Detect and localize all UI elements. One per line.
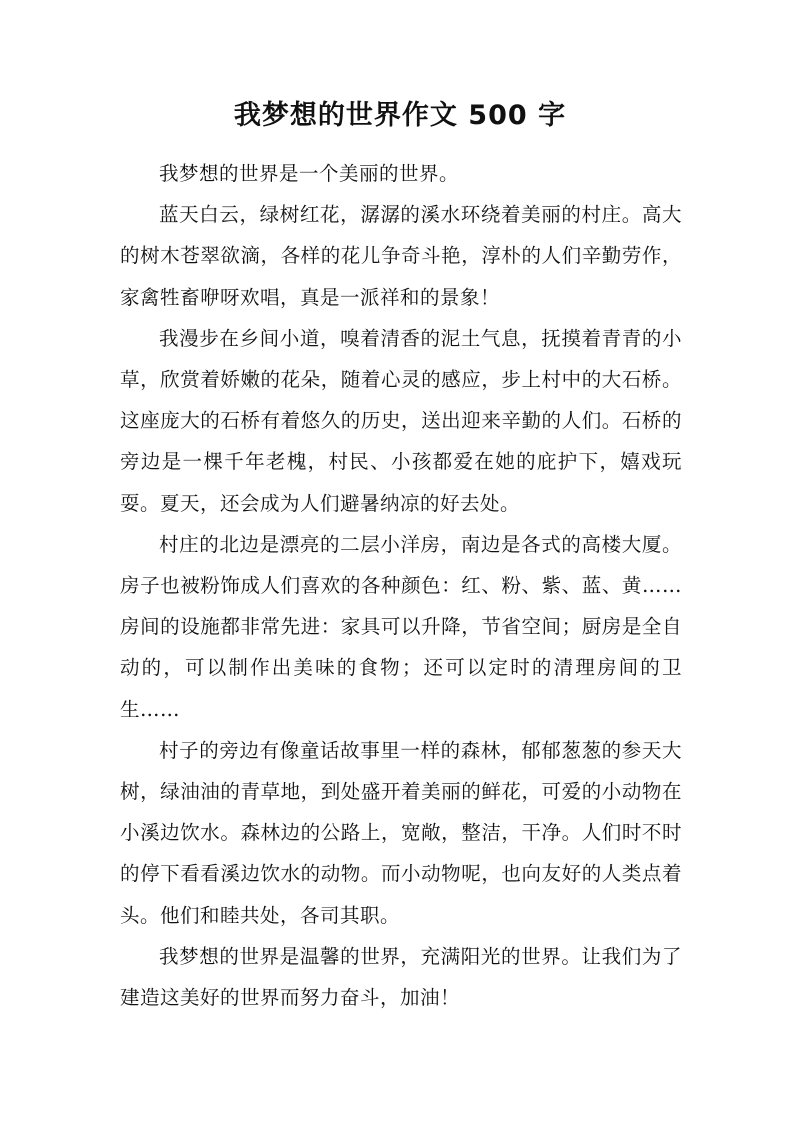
page-title: 我梦想的世界作文 500 字 bbox=[233, 100, 567, 131]
paragraph-3: 我漫步在乡间小道，嗅着清香的泥土气息，抚摸着青青的小草，欣赏着娇嫩的花朵，随着心灵的感应，步上村中的大石桥。这座庞大的石桥有着悠久的历史，送出迎来辛勤的人们。石桥的旁边是一棵千年老槐，村民、小孩都爱在她的庇护下，嬉戏玩耍。夏天，还会成为人们避暑纳凉的好去处。 bbox=[120, 326, 682, 515]
paragraph-4: 村庄的北边是漂亮的二层小洋房，南边是各式的高楼大厦。房子也被粉饰成人们喜欢的各种颜色：红、粉、紫、蓝、黄……房间的设施都非常先进：家具可以升降，节省空间；厨房是全自动的，可以制作出美味的食物；还可以定时的清理房间的卫生…… bbox=[120, 532, 682, 721]
paragraph-5: 村子的旁边有像童话故事里一样的森林，郁郁葱葱的参天大树，绿油油的青草地，到处盛开着美丽的鲜花，可爱的小动物在小溪边饮水。森林边的公路上，宽敞，整洁，干净。人们时不时的停下看看溪边饮水的动物。而小动物呢，也向友好的人类点着头。他们和睦共处，各司其职。 bbox=[120, 738, 682, 927]
paragraph-2: 蓝天白云，绿树红花，潺潺的溪水环绕着美丽的村庄。高大的树木苍翠欲滴，各样的花儿争奇斗艳，淳朴的人们辛勤劳作，家禽牲畜咿呀欢唱，真是一派祥和的景象！ bbox=[120, 203, 682, 309]
paragraph-6: 我梦想的世界是温馨的世界，充满阳光的世界。让我们为了建造这美好的世界而努力奋斗，加油！ bbox=[120, 944, 682, 1010]
paragraph-1: 我梦想的世界是一个美丽的世界。 bbox=[159, 162, 460, 185]
essay-body bbox=[120, 153, 682, 1018]
